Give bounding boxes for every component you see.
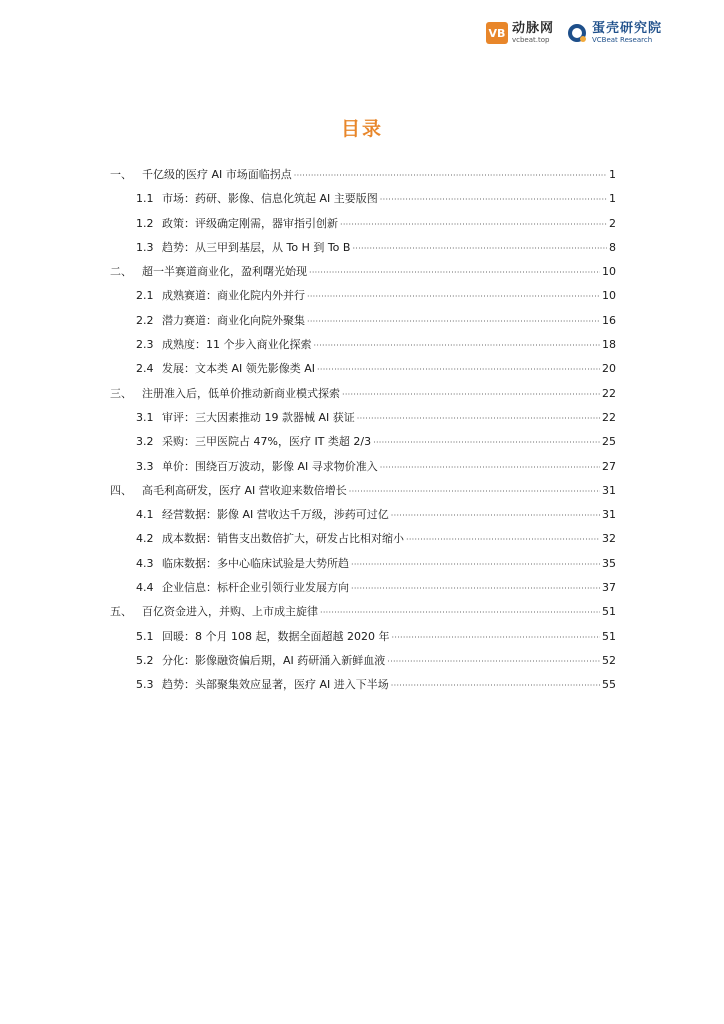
toc-entry-title: 政策：评级确定刚需，器审指引创新 <box>162 216 338 230</box>
toc-entry-page: 31 <box>602 483 616 497</box>
toc-entry-number: 2.2 <box>136 313 154 327</box>
toc-entry-page: 51 <box>602 629 616 643</box>
toc-entry-number: 一、 <box>110 168 132 181</box>
toc-entry-title: 千亿级的医疗 AI 市场面临拐点 <box>142 168 292 181</box>
toc-leader-dots <box>307 317 600 326</box>
toc-entry-title: 市场：药研、影像、信息化筑起 AI 主要版图 <box>162 192 378 206</box>
toc-entry-page: 10 <box>602 265 616 279</box>
toc-section[interactable] <box>110 409 616 433</box>
vcbeat-research-logo <box>566 22 662 44</box>
toc-entry-number: 2.3 <box>136 338 154 352</box>
toc-section[interactable] <box>110 433 616 457</box>
toc-entry-page: 25 <box>602 435 616 449</box>
toc-leader-dots <box>320 608 600 617</box>
toc-entry-page: 32 <box>602 532 616 546</box>
toc-section[interactable] <box>110 579 616 603</box>
toc-section[interactable] <box>110 676 616 700</box>
toc-entry-number: 4.2 <box>136 532 154 546</box>
toc-chapter[interactable] <box>110 263 616 287</box>
toc-entry-page: 22 <box>602 410 616 424</box>
toc-entry-number: 四、 <box>110 483 132 497</box>
toc-entry-number: 4.3 <box>136 556 154 570</box>
toc-entry-title: 注册准入后，低单价推动新商业模式探索 <box>142 386 340 400</box>
vcbeat-research-logo-cn: 蛋壳研究院 <box>591 21 662 36</box>
toc-entry-page: 51 <box>602 605 616 619</box>
toc-section[interactable] <box>110 287 616 311</box>
toc-leader-dots <box>314 341 601 350</box>
toc-leader-dots <box>380 463 600 472</box>
toc-entry-number: 5.3 <box>136 678 154 692</box>
toc-section[interactable] <box>110 458 616 482</box>
toc-title: 目录 <box>340 118 383 140</box>
toc-entry-page: 2 <box>609 216 616 230</box>
toc-entry-title: 企业信息：标杆企业引领行业发展方向 <box>162 581 349 595</box>
vcbeat-logo <box>486 22 554 44</box>
toc-leader-dots <box>351 584 600 593</box>
toc-leader-dots <box>351 560 600 569</box>
toc-entry-number: 4.1 <box>136 508 154 522</box>
toc-section[interactable] <box>110 215 616 239</box>
toc-leader-dots <box>352 244 607 253</box>
toc-entry-page: 20 <box>602 362 616 376</box>
toc-section[interactable] <box>110 239 616 263</box>
toc-entry-title: 发展：文本类 AI 领先影像类 AI <box>162 362 316 376</box>
toc-entry-title: 临床数据：多中心临床试验是大势所趋 <box>162 556 349 570</box>
toc-entry-page: 52 <box>602 653 616 667</box>
toc-entry-number: 二、 <box>110 265 132 279</box>
vcbeat-logo-en: vcbeat.top <box>511 36 550 44</box>
toc-leader-dots <box>391 681 600 690</box>
toc-entry-number: 3.2 <box>136 435 154 449</box>
toc-entry-number: 1.3 <box>136 240 154 254</box>
toc-leader-dots <box>342 390 600 399</box>
toc-entry-title: 百亿资金进入，并购、上市成主旋律 <box>142 605 318 619</box>
toc-section[interactable] <box>110 628 616 652</box>
toc-leader-dots <box>294 171 607 180</box>
toc-leader-dots <box>340 220 607 229</box>
vcbeat-research-logo-en: VCBeat Research <box>591 36 653 44</box>
toc-chapter[interactable] <box>110 385 616 409</box>
vcbeat-logo-cn: 动脉网 <box>511 21 554 36</box>
toc-section[interactable] <box>110 506 616 530</box>
toc-entry-page: 55 <box>602 678 616 692</box>
toc-entry-title: 分化：影像融资偏后期，AI 药研涌入新鲜血液 <box>162 653 386 667</box>
toc-entry-title: 审评：三大因素推动 19 款器械 AI 获证 <box>162 410 355 424</box>
toc-entry-number: 2.4 <box>136 362 154 376</box>
toc-entry-number: 3.1 <box>136 410 154 424</box>
toc-entry-page: 18 <box>602 338 616 352</box>
toc-entry-number: 三、 <box>110 386 132 400</box>
toc-entry-title: 成本数据：销售支出数倍扩大，研发占比相对缩小 <box>162 532 404 546</box>
toc-leader-dots <box>391 633 600 642</box>
toc-chapter[interactable] <box>110 482 616 506</box>
table-of-contents <box>110 166 616 701</box>
toc-entry-page: 22 <box>602 386 616 400</box>
toc-entry-number: 5.2 <box>136 653 154 667</box>
toc-entry-title: 经营数据：影像 AI 营收达千万级，涉药可过亿 <box>162 508 389 522</box>
toc-entry-page: 8 <box>609 240 616 254</box>
toc-entry-number: 1.2 <box>136 216 154 230</box>
toc-entry-title: 高毛利高研发，医疗 AI 营收迎来数倍增长 <box>142 483 347 497</box>
toc-entry-number: 3.3 <box>136 459 154 473</box>
toc-entry-title: 成熟赛道：商业化院内外并行 <box>162 289 305 303</box>
egg-ring-icon <box>566 22 588 44</box>
toc-section[interactable] <box>110 336 616 360</box>
toc-entry-page: 37 <box>602 581 616 595</box>
toc-leader-dots <box>406 535 600 544</box>
toc-section[interactable] <box>110 555 616 579</box>
toc-entry-title: 趋势：从三甲到基层，从 To H 到 To B <box>162 240 351 254</box>
toc-entry-number: 五、 <box>110 605 132 619</box>
toc-entry-number: 4.4 <box>136 581 154 595</box>
toc-chapter[interactable] <box>110 166 616 190</box>
toc-chapter[interactable] <box>110 603 616 627</box>
toc-leader-dots <box>349 487 600 496</box>
toc-section[interactable] <box>110 312 616 336</box>
vb-mark-icon: VB <box>486 22 508 44</box>
toc-entry-page: 16 <box>602 313 616 327</box>
toc-leader-dots <box>309 268 600 277</box>
toc-entry-number: 1.1 <box>136 192 154 206</box>
toc-entry-page: 31 <box>602 508 616 522</box>
toc-leader-dots <box>391 511 600 520</box>
toc-entry-title: 单价：围绕百万波动，影像 AI 寻求物价准入 <box>162 459 378 473</box>
toc-entry-title: 回暖：8 个月 108 起，数据全面超越 2020 年 <box>162 629 390 643</box>
toc-entry-title: 趋势：头部聚集效应显著，医疗 AI 进入下半场 <box>162 678 389 692</box>
toc-entry-title: 潜力赛道：商业化向院外聚集 <box>162 313 305 327</box>
toc-leader-dots <box>387 657 600 666</box>
toc-entry-number: 2.1 <box>136 289 154 303</box>
toc-entry-page: 35 <box>602 556 616 570</box>
toc-leader-dots <box>357 414 600 423</box>
toc-entry-title: 成熟度：11 个步入商业化探索 <box>162 338 312 352</box>
toc-entry-page: 1 <box>609 168 616 181</box>
toc-section[interactable] <box>110 652 616 676</box>
toc-section[interactable] <box>110 530 616 554</box>
toc-leader-dots <box>317 365 600 374</box>
toc-entry-page: 10 <box>602 289 616 303</box>
toc-entry-number: 5.1 <box>136 629 154 643</box>
toc-entry-page: 1 <box>609 192 616 206</box>
toc-section[interactable] <box>110 360 616 384</box>
toc-leader-dots <box>373 438 600 447</box>
toc-entry-page: 27 <box>602 459 616 473</box>
toc-section[interactable] <box>110 190 616 214</box>
toc-entry-title: 采购：三甲医院占 47%，医疗 IT 类超 2/3 <box>162 435 372 449</box>
toc-leader-dots <box>307 292 600 301</box>
toc-leader-dots <box>380 195 607 204</box>
header-logos <box>486 22 662 44</box>
toc-entry-title: 超一半赛道商业化，盈利曙光始现 <box>142 265 307 279</box>
